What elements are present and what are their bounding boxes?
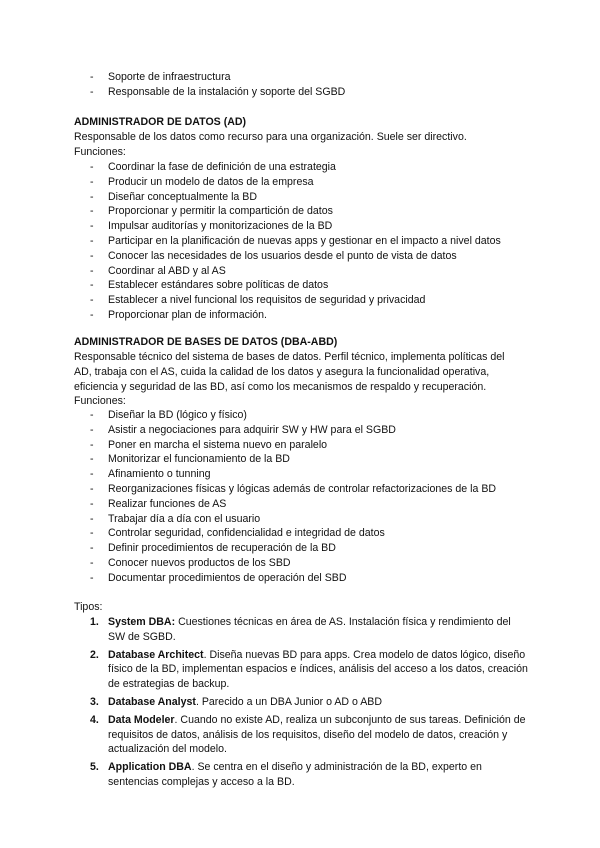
list-item: - Trabajar día a día con el usuario xyxy=(90,512,261,525)
type-item: 1. System DBA: Cuestiones técnicas en área de AS. Instalación física y rendimiento del SW de SGBD. xyxy=(90,616,511,643)
list-item: - Coordinar la fase de definición de una estrategia xyxy=(90,161,336,173)
dba-description-line: Responsable técnico del sistema de bases de datos. Perfil técnico, implementa políticas del xyxy=(74,351,505,363)
list-item: - Controlar seguridad, confidencialidad e integridad de datos xyxy=(90,527,385,540)
list-item: - Participar en la planificación de nuevas apps y gestionar en el impacto a nivel datos xyxy=(90,234,501,247)
list-item: - Soporte de infraestructura xyxy=(90,71,231,83)
ad-functions-list xyxy=(0,160,600,323)
list-item: - Impulsar auditorías y monitorizaciones de la BD xyxy=(90,220,333,233)
list-item: - Producir un modelo de datos de la empresa xyxy=(90,175,314,188)
list-item: - Establecer a nivel funcional los requisitos de seguridad y privacidad xyxy=(90,294,426,307)
top-bullet-list xyxy=(0,70,600,100)
type-item: 5. Application DBA. Se centra en el diseño y administración de la BD, experto en sentencias complejas y acceso a la BD. xyxy=(90,761,482,788)
list-item: - Proporcionar y permitir la compartición de datos xyxy=(90,205,333,218)
type-item: 3. Database Analyst. Parecido a un DBA Junior o AD o ABD xyxy=(90,695,383,708)
type-item: 4. Data Modeler. Cuando no existe AD, realiza un subconjunto de sus tareas. Definición de requisitos de datos, análisis de los requisitos, diseño del modelo de datos, creación y actualización del modelo. xyxy=(90,713,526,756)
list-item: - Diseñar la BD (lógico y físico) xyxy=(90,409,247,421)
dba-functions-list xyxy=(0,408,600,586)
types-list xyxy=(0,615,600,793)
list-item: - Poner en marcha el sistema nuevo en paralelo xyxy=(90,438,328,451)
list-item: - Reorganizaciones físicas y lógicas además de controlar refactorizaciones de la BD xyxy=(90,482,497,495)
list-item: - Afinamiento o tunning xyxy=(90,468,211,481)
list-item: - Asistir a negociaciones para adquirir SW y HW para el SGBD xyxy=(90,423,396,436)
dba-description-line: eficiencia y seguridad de las BD, así como los mecanismos de respaldo y recuperación. xyxy=(74,381,487,393)
list-item: - Establecer estándares sobre políticas de datos xyxy=(90,279,329,292)
dba-description-line: AD, trabaja con el AS, cuida la calidad de los datos y asegura la funcionalidad operativa, xyxy=(74,366,490,378)
list-item: - Responsable de la instalación y soporte del SGBD xyxy=(90,85,346,98)
list-item: - Conocer nuevos productos de los SBD xyxy=(90,556,291,569)
type-item: 2. Database Architect. Diseña nuevas BD para apps. Crea modelo de datos lógico, diseño físico de la BD, implementan espacios e índices, análisis del acceso a los datos, creación de estrategias de backup. xyxy=(90,648,528,691)
list-item: - Coordinar al ABD y al AS xyxy=(90,264,226,277)
dba-heading: ADMINISTRADOR DE BASES DE DATOS (DBA-ABD) xyxy=(74,336,338,348)
list-item: - Proporcionar plan de información. xyxy=(90,308,267,321)
types-label: Tipos: xyxy=(74,601,103,613)
list-item: - Documentar procedimientos de operación del SBD xyxy=(90,571,347,584)
list-item: - Definir procedimientos de recuperación de la BD xyxy=(90,542,336,555)
ad-functions-label: Funciones: xyxy=(74,146,126,158)
list-item: - Monitorizar el funcionamiento de la BD xyxy=(90,453,290,466)
list-item: - Diseñar conceptualmente la BD xyxy=(90,190,257,203)
list-item: - Conocer las necesidades de los usuarios desde el punto de vista de datos xyxy=(90,249,457,262)
dba-functions-label: Funciones: xyxy=(74,395,126,407)
ad-description: Responsable de los datos como recurso para una organización. Suele ser directivo. xyxy=(74,131,467,143)
ad-heading: ADMINISTRADOR DE DATOS (AD) xyxy=(74,116,247,128)
list-item: - Realizar funciones de AS xyxy=(90,497,227,510)
